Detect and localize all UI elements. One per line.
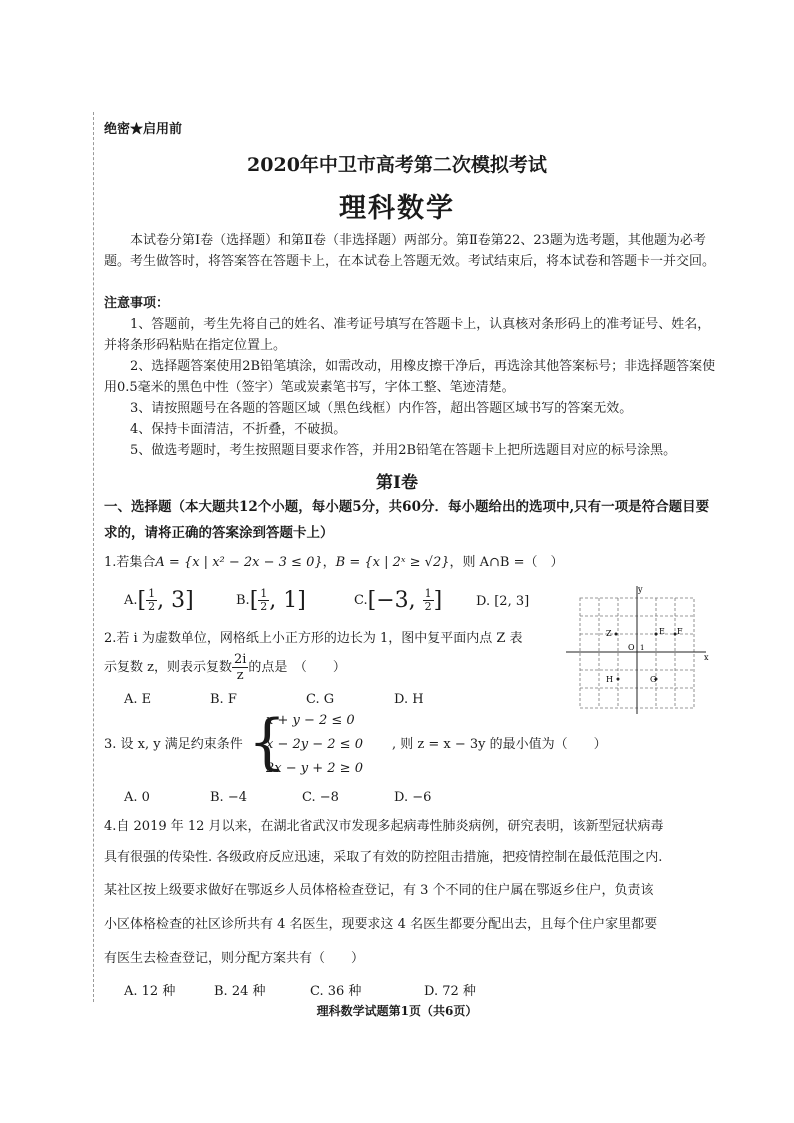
note-item: 3、请按照题号在各题的答题区域（黑色线框）内作答，超出答题区域书写的答案无效。 xyxy=(130,401,633,416)
secret-label: 绝密★启用前 xyxy=(104,122,183,137)
option-b: B. 24 种 xyxy=(214,984,266,999)
option-c: C. −8 xyxy=(302,790,339,805)
option-a: A. 0 xyxy=(124,790,150,805)
option-a: A. 12 种 xyxy=(124,984,176,999)
note-item: 1、答题前，考生先将自己的姓名、准考证号填写在答题卡上，认真核对条形码上的准考证号、姓名，并将条形码粘贴在指定位置上。 xyxy=(104,317,711,353)
point-f-label: F xyxy=(677,627,683,636)
question-1-stem: 1.若集合A = {x | x² − 2x − 3 ≤ 0}，B = {x | 2ˣ ≥ √2}，则 A∩B =（ ） xyxy=(104,555,564,570)
question-3-tail: , 则 z = x − 3y 的最小值为（ ） xyxy=(392,737,607,752)
axis-y-label: y xyxy=(638,585,643,594)
question-3-stem: 3. 设 x, y 满足约束条件 xyxy=(104,737,243,752)
constraint-2: x − 2y − 2 ≤ 0 xyxy=(266,737,363,752)
binding-margin-line xyxy=(93,112,94,1002)
option-c: C.[−3, $\frac{1}{2}$ ] xyxy=(354,587,443,613)
origin-label: O xyxy=(628,643,635,652)
note-item: 5、做选考题时，考生按照题目要求作答，并用2B铅笔在答题卡上把所选题目对应的标号涂黑。 xyxy=(130,443,677,458)
point-g-label: G xyxy=(650,675,657,684)
constraint-1: x + y − 2 ≤ 0 xyxy=(266,713,355,728)
option-b: B. F xyxy=(210,692,237,707)
question-2-line2: 示复数 z，则表示复数 $\frac{2i}{z}$ 的点是 （ ） xyxy=(104,652,346,683)
option-b: B. −4 xyxy=(210,790,247,805)
option-c: C. G xyxy=(306,692,335,707)
tick-label: 1 xyxy=(640,644,645,652)
point-z-label: Z xyxy=(606,629,612,638)
constraint-brace: { xyxy=(248,707,287,777)
option-d: D. [2, 3] xyxy=(476,594,530,609)
option-d: D. 72 种 xyxy=(424,984,476,999)
section-instruction: 一、选择题（本大题共12个小题，每小题5分，共60分．每小题给出的选项中,只有一项是符合题目要求的，请将正确的答案涂到答题卡上） xyxy=(104,499,710,541)
option-c: C. 36 种 xyxy=(310,984,362,999)
question-4-line: 某社区按上级要求做好在鄂返乡人员体格检查登记，有 3 个不同的住户属在鄂返乡住户，负责该 xyxy=(104,883,654,898)
point-e-label: E xyxy=(659,627,665,636)
option-a: A.[ $\frac{1}{2}$ , 3] xyxy=(124,587,194,613)
question-4-line: 具有很强的传染性. 各级政府反应迅速，采取了有效的防控阻击措施，把疫情控制在最低范围之内. xyxy=(104,850,663,865)
section-title: 第Ⅰ卷 xyxy=(376,473,418,493)
intro-paragraph: 本试卷分第Ⅰ卷（选择题）和第Ⅱ卷（非选择题）两部分。第Ⅱ卷第22、23题为选考题，其他题为必考题。考生做答时，将答案答在答题卡上，在本试卷上答题无效。考试结束后，将本试卷和答题卡一并交回。 xyxy=(104,233,716,269)
option-a: A. E xyxy=(124,692,152,707)
axis-x-label: x xyxy=(704,653,709,662)
question-4-line: 4.自 2019 年 12 月以来，在湖北省武汉市发现多起病毒性肺炎病例，研究表明，该新型冠状病毒 xyxy=(104,819,664,834)
note-item: 4、保持卡面清洁，不折叠，不破损。 xyxy=(130,422,347,437)
exam-title: 2020年中卫市高考第二次模拟考试 xyxy=(247,154,547,176)
note-item: 2、选择题答案使用2B铅笔填涂，如需改动，用橡皮擦干净后，再选涂其他答案标号；非选择题答案使用0.5毫米的黑色中性（签字）笔或炭素笔书写，字体工整、笔迹清楚。 xyxy=(104,359,716,395)
question-4-line: 有医生去检查登记，则分配方案共有（ ） xyxy=(104,951,365,966)
notes-heading: 注意事项： xyxy=(104,296,170,311)
question-4-line: 小区体格检查的社区诊所共有 4 名医生，现要求这 4 名医生都要分配出去，且每个住户家里都要 xyxy=(104,917,658,932)
question-2-line1: 2.若 i 为虚数单位，网格纸上小正方形的边长为 1，图中复平面内点 Z 表 xyxy=(104,631,523,646)
option-b: B.[ $\frac{1}{2}$ , 1] xyxy=(236,587,306,613)
subject-title: 理科数学 xyxy=(339,193,455,224)
option-d: D. −6 xyxy=(394,790,432,805)
page-footer: 理科数学试题第1页（共6页） xyxy=(316,1004,478,1018)
option-d: D. H xyxy=(394,692,424,707)
point-h-label: H xyxy=(606,675,613,684)
constraint-3: 2x − y + 2 ≥ 0 xyxy=(266,761,363,776)
complex-plane-grid-figure xyxy=(566,584,712,714)
